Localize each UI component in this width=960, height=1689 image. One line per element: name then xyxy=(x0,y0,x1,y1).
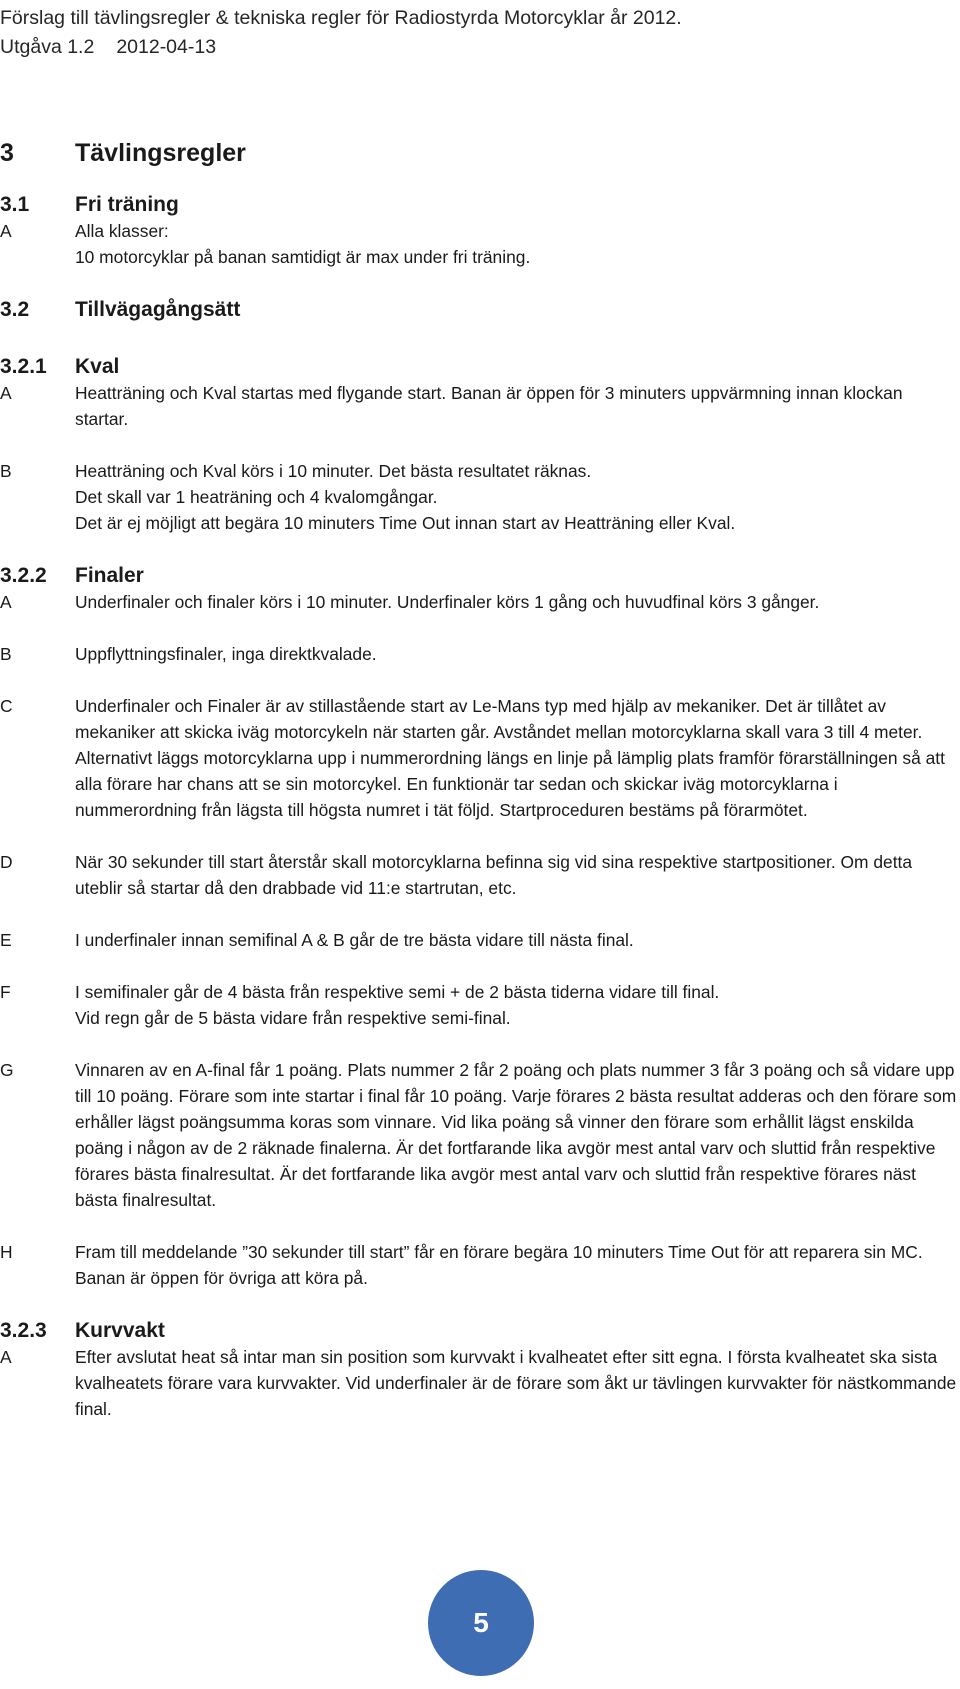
item-letter: G xyxy=(0,1060,14,1080)
document-body xyxy=(0,137,960,1422)
document-title: Förslag till tävlingsregler & tekniska regler för Radiostyrda Motorcyklar år 2012. xyxy=(0,7,682,29)
section-heading-3-2-1 xyxy=(0,353,960,380)
rule-3-2-1-a xyxy=(0,380,960,432)
version-line xyxy=(0,33,950,62)
item-letter: A xyxy=(0,592,12,612)
rule-text: I underfinaler innan semifinal A & B går de tre bästa vidare till nästa final. xyxy=(75,930,634,950)
rule-3-2-3-a xyxy=(0,1344,960,1422)
section-number: 3.1 xyxy=(0,193,30,216)
chapter-heading xyxy=(0,137,960,169)
section-heading-3-2 xyxy=(0,296,960,323)
rule-3-2-2-f xyxy=(0,979,960,1031)
rule-3-2-1-b xyxy=(0,458,960,536)
page-header xyxy=(0,4,950,62)
item-letter: B xyxy=(0,644,12,664)
chapter-number: 3 xyxy=(0,139,14,167)
item-letter: H xyxy=(0,1242,13,1262)
rule-line: Vid regn går de 5 bästa vidare från respektive semi-final. xyxy=(75,1008,511,1028)
item-letter: F xyxy=(0,982,11,1002)
section-heading-3-2-3 xyxy=(0,1317,960,1344)
section-title: Fri träning xyxy=(75,193,179,216)
chapter-title: Tävlingsregler xyxy=(75,139,246,167)
section-title: Kval xyxy=(75,355,120,378)
rule-text: Underfinaler och finaler körs i 10 minuter. Underfinaler körs 1 gång och huvudfinal körs 3 gånger. xyxy=(75,592,820,612)
item-letter: E xyxy=(0,930,12,950)
rule-line: Det skall var 1 heaträning och 4 kvalomgångar. xyxy=(75,487,438,507)
rule-text: Uppflyttningsfinaler, inga direktkvalade. xyxy=(75,644,377,664)
page-number-badge: 5 xyxy=(428,1570,534,1676)
rule-text: Fram till meddelande ”30 sekunder till start” får en förare begära 10 minuters Time Out för att reparera sin MC. Banan är öppen för övriga att köra på. xyxy=(75,1242,923,1288)
rule-3-2-2-e xyxy=(0,927,960,953)
section-heading-3-2-2 xyxy=(0,562,960,589)
item-letter: C xyxy=(0,696,13,716)
rule-line: Det är ej möjligt att begära 10 minuters Time Out innan start av Heatträning eller Kval. xyxy=(75,513,736,533)
rule-line: 10 motorcyklar på banan samtidigt är max under fri träning. xyxy=(75,247,531,267)
item-letter: D xyxy=(0,852,13,872)
rule-line: Alla klasser: xyxy=(75,221,169,241)
date: 2012-04-13 xyxy=(116,36,217,58)
rule-3-2-2-g xyxy=(0,1057,960,1213)
section-number: 3.2 xyxy=(0,298,30,321)
rule-text: Underfinaler och Finaler är av stillastående start av Le-Mans typ med hjälp av mekaniker. Det är tillåtet av mekaniker att skicka iväg motorcykeln när starten går. Avståndet mellan motorcyklarna skall vara 3 till 4 meter. Alternativt läggs motorcyklarna upp i nummerordning längs en linje på lämplig plats framför förarställningen så att alla förare har chans att se sin motorcykel. En funktionär tar sedan och skickar iväg motorcyklarna i nummerordning från lägsta till högsta numret i tät följd. Startproceduren bestäms på förarmötet. xyxy=(75,696,945,820)
rule-3-1-a xyxy=(0,218,960,270)
section-heading-3-1 xyxy=(0,191,960,218)
item-letter: A xyxy=(0,1347,12,1367)
section-title: Kurvvakt xyxy=(75,1319,165,1342)
rule-3-2-2-d xyxy=(0,849,960,901)
section-title: Finaler xyxy=(75,564,144,587)
version: Utgåva 1.2 xyxy=(0,36,95,58)
rule-text: När 30 sekunder till start återstår skall motorcyklarna befinna sig vid sina respektive startpositioner. Om detta uteblir så startar då den drabbade vid 11:e startrutan, etc. xyxy=(75,852,913,898)
rule-3-2-2-a xyxy=(0,589,960,615)
rule-3-2-2-b xyxy=(0,641,960,667)
rule-3-2-2-h xyxy=(0,1239,960,1291)
item-letter: A xyxy=(0,383,12,403)
rule-line: Heatträning och Kval körs i 10 minuter. Det bästa resultatet räknas. xyxy=(75,461,592,481)
section-number: 3.2.2 xyxy=(0,564,47,587)
section-title: Tillvägagångsätt xyxy=(75,298,241,321)
section-number: 3.2.1 xyxy=(0,355,47,378)
rule-line: I semifinaler går de 4 bästa från respektive semi + de 2 bästa tiderna vidare till final. xyxy=(75,982,720,1002)
item-letter: A xyxy=(0,221,12,241)
rule-text: Vinnaren av en A-final får 1 poäng. Plats nummer 2 får 2 poäng och plats nummer 3 får 3 poäng och så vidare upp till 10 poäng. Förare som inte startar i final får 10 poäng. Varje förares 2 bästa resultat adderas och den förare som erhåller lägst poängsumma koras som vinnare. Vid lika poäng så vinner den förare som erhållit lägst enskilda poäng i någon av de 2 räknade finalerna. Är det fortfarande lika avgör mest antal varv och sluttid från respektive förares bästa finalresultat. Är det fortfarande lika avgör mest antal varv och sluttid från respektive förares näst bästa finalresultat. xyxy=(75,1060,957,1210)
rule-text: Efter avslutat heat så intar man sin position som kurvvakt i kvalheatet efter sitt egna. I första kvalheatet ska sista kvalheatets förare vara kurvvakter. Vid underfinaler är de förare som åkt ur tävlingen kurvvakter för nästkommande final. xyxy=(75,1347,957,1419)
rule-text: Heatträning och Kval startas med flygande start. Banan är öppen för 3 minuters uppvärmning innan klockan startar. xyxy=(75,383,903,429)
item-letter: B xyxy=(0,461,12,481)
rule-3-2-2-c xyxy=(0,693,960,823)
section-number: 3.2.3 xyxy=(0,1319,47,1342)
